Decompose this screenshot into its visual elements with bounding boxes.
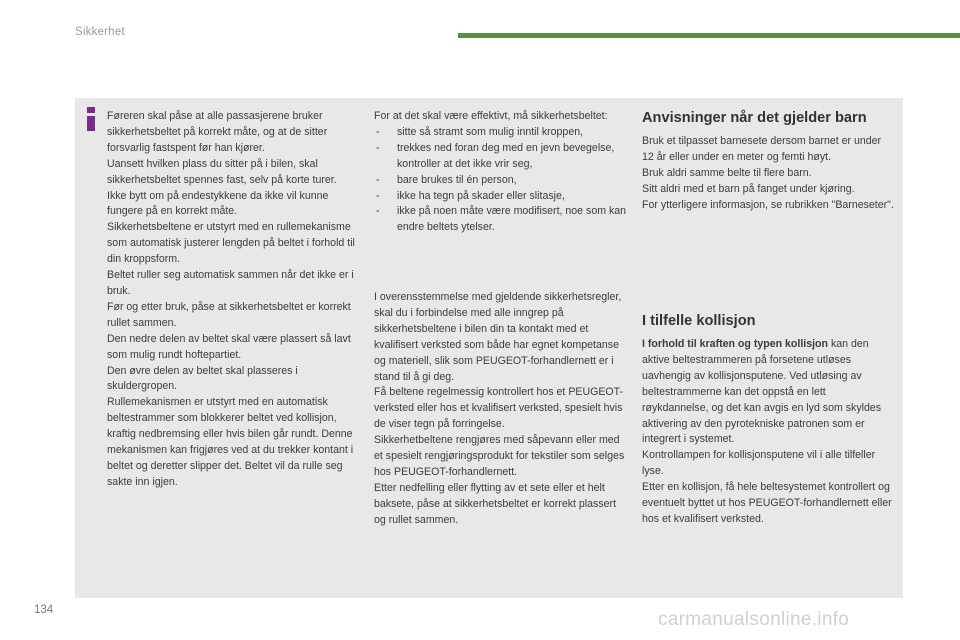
list-item: - sitte så stramt som mulig inntil kroppen, [374,125,629,141]
paragraph: Få beltene regelmessig kontrollert hos et PEUGEOT-verksted eller hos et kvalifisert verksted, spesielt hvis de viser tegn på forringelse. [374,386,624,431]
collision-lead-paragraph [642,337,894,448]
paragraph: Etter en kollisjon, få hele beltesystemet kontrollert og eventuelt byttet ut hos PEUGEOT-forhandlernett eller hos et kvalifisert verksted. [642,481,892,525]
info-icon-stem [87,116,95,131]
paragraph: Bruk et tilpasset barnesete dersom barnet er under 12 år eller under en meter og femti høyt. [642,135,882,163]
paragraph: I overensstemmelse med gjeldende sikkerhetsregler, skal du i forbindelse med alle inngrep på sikkerhetsbeltene i bilen din ta kontakt med et kvalifisert verksted som både har egnet kompetanse og materiell, slik som PEUGEOT-forhandlernett er i stand til å gi deg. [374,291,622,383]
paragraph: Før og etter bruk, påse at sikkerhetsbeltet er korrekt rullet sammen. [107,300,351,329]
info-icon [84,107,98,131]
belt-effectiveness-column [374,109,629,236]
belt-maintenance-column [374,290,629,529]
paragraph: Sikkerhetsbeltene er utstyrt med en rullemekanisme som automatisk justerer lengden på beltet i forhold til din kroppsform. [107,221,355,266]
page-number: 134 [34,604,54,616]
paragraph: Kontrollampen for kollisjonsputene vil i alle tilfeller lyse. [642,449,876,478]
belt-list-intro: For at det skal være effektivt, må sikkerhetsbeltet: [374,110,608,122]
collision-lead-text: kan den aktive beltestrammeren på forsetene utløses uavhengig av kollisjonsputene. Ved utløsing av beltestrammerne kan det oppstå en lett røykdannelse, og det kan avgis en lyd som skyldes aktivering av den pyrotekniske patronen som er integrert i systemet. [642,338,882,446]
belt-requirements-list [374,125,629,236]
list-item: - trekkes ned foran deg med en jevn bevegelse, kontroller at det ikke vrir seg, [374,141,629,173]
collision-heading: I tilfelle kollisjon [642,313,756,329]
paragraph: Etter nedfelling eller flytting av et sete eller et helt baksete, påse at sikkerhetsbeltet er korrekt plassert og rullet sammen. [374,481,617,526]
list-item: - ikke ha tegn på skader eller slitasje, [374,189,629,205]
info-icon-dot [87,107,95,113]
paragraph: Rullemekanismen er utstyrt med en automatisk beltestrammer som blokkerer beltet ved kollisjon, kraftig nedbremsing eller hvis bilen går rundt. Denne mekanismen kan frigjøres ved at du trekker kontant i beltet og deretter slipper det. Beltet vil da rulle seg sakte inn igjen. [107,396,354,488]
paragraph: Uansett hvilken plass du sitter på i bilen, skal sikkerhetsbeltet spennes fast, selv på korte turer. [107,157,337,186]
header-bar [458,33,960,38]
paragraph: Den nedre delen av beltet skal være plassert så lavt som mulig rundt hoftepartiet. [107,332,351,361]
paragraph: Føreren skal påse at alle passasjerene bruker sikkerhetsbeltet på korrekt måte, og at de sitter forsvarlig fastspent før han kjører. [107,110,328,154]
list-item: - bare brukes til én person, [374,173,629,189]
collision-instructions [642,337,894,528]
paragraph: Ikke bytt om på endestykkene da ikke vil kunne fungere på en korrekt måte. [107,189,329,218]
list-item: - ikke på noen måte være modifisert, noe som kan endre beltets ytelser. [374,204,629,236]
children-instructions [642,134,894,214]
collision-lead-bold: I forhold til kraften og typen kollisjon [642,338,828,350]
paragraph: Bruk aldri samme belte til flere barn. [642,166,812,179]
watermark: carmanualsonline.info [658,609,850,630]
section-title: Sikkerhet [75,26,125,38]
paragraph: Sikkerhetbeltene rengjøres med såpevann eller med et spesielt rengjøringsprodukt for tekstiler som selges hos PEUGEOT-forhandlernett. [374,434,625,478]
paragraph: Sitt aldri med et barn på fanget under kjøring. [642,182,855,195]
paragraph: Beltet ruller seg automatisk sammen når det ikke er i bruk. [107,269,354,297]
children-heading: Anvisninger når det gjelder barn [642,110,867,126]
safety-belt-info-column [107,109,365,491]
paragraph: Den øvre delen av beltet skal plasseres i skuldergropen. [107,364,298,393]
paragraph: For ytterligere informasjon, se rubrikken "Barneseter". [642,198,894,211]
